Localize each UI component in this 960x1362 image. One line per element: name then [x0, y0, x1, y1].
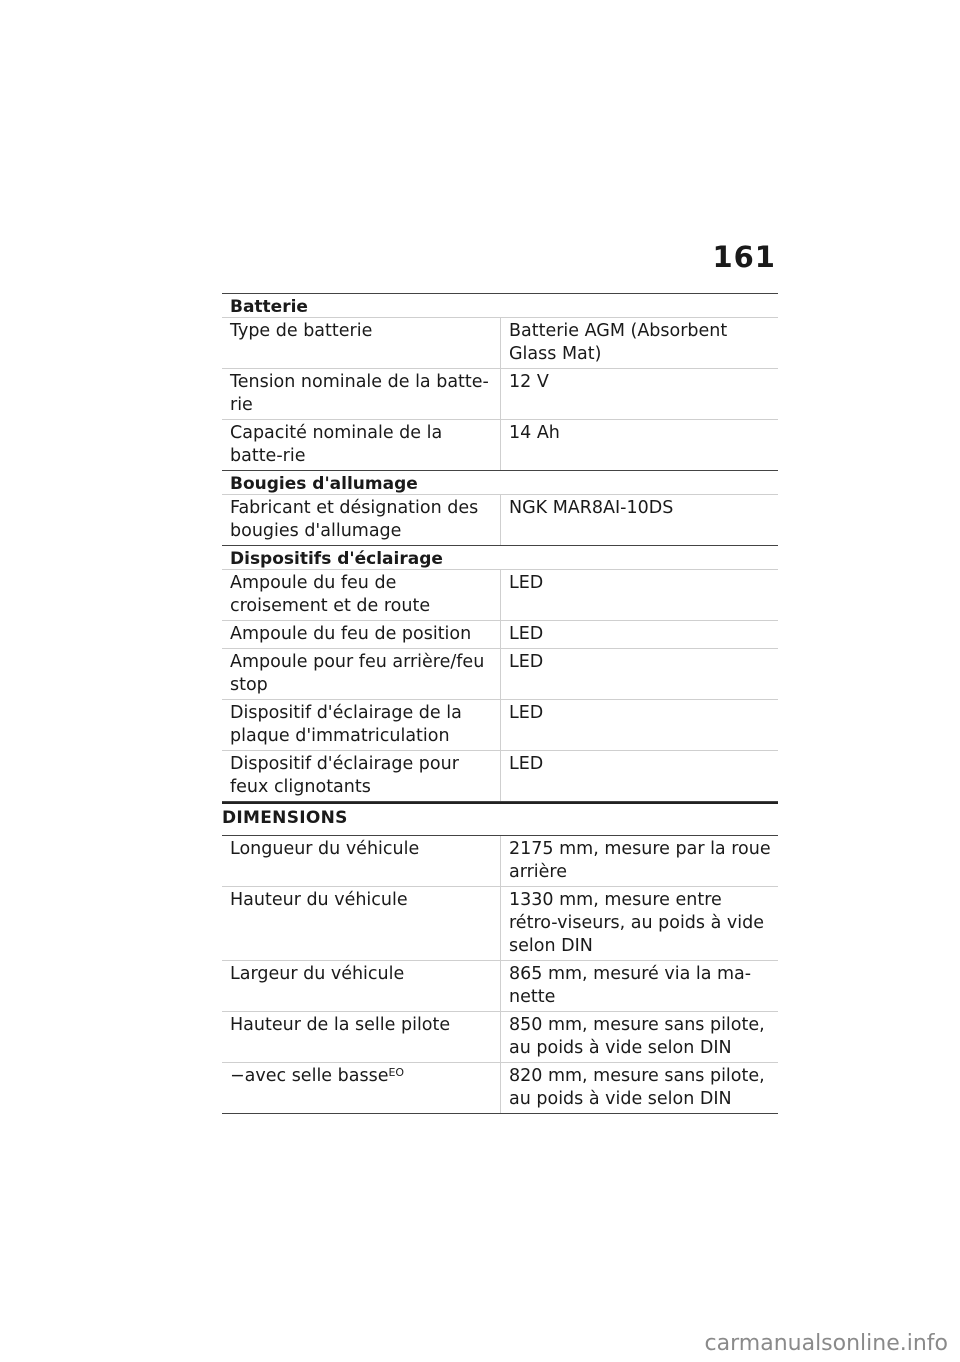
row-label: Hauteur du véhicule	[230, 890, 408, 910]
row-value: LED	[500, 751, 778, 801]
dimensions-table	[222, 835, 778, 1114]
row-label: Ampoule du feu de croisement et de route	[230, 573, 431, 616]
section-heading-spark-plugs: Bougies d'allumage	[222, 470, 778, 494]
row-value: 1330 mm, mesure entre rétro-viseurs, au poids à vide selon DIN	[500, 887, 778, 960]
row-label: Hauteur de la selle pilote	[230, 1015, 451, 1035]
row-label: Fabricant et désignation des bougies d'allumage	[230, 498, 479, 541]
row-value: LED	[500, 700, 778, 750]
row-label: −avec selle basse	[230, 1066, 389, 1086]
row-value: 2175 mm, mesure par la roue arrière	[500, 836, 778, 886]
row-label: Longueur du véhicule	[230, 839, 420, 859]
row-label: Ampoule du feu de position	[230, 624, 472, 644]
row-value: LED	[500, 649, 778, 699]
row-value: 820 mm, mesure sans pilote, au poids à vide selon DIN	[500, 1063, 778, 1113]
row-value: Batterie AGM (Absorbent Glass Mat)	[500, 318, 778, 368]
dimensions-heading: DIMENSIONS	[222, 802, 778, 828]
table-row	[222, 750, 778, 801]
section-heading-lighting: Dispositifs d'éclairage	[222, 545, 778, 569]
row-value: LED	[500, 570, 778, 620]
row-value: 850 mm, mesure sans pilote, au poids à vide selon DIN	[500, 1012, 778, 1062]
section-heading-battery: Batterie	[222, 293, 778, 317]
row-label: Type de batterie	[230, 321, 373, 341]
specs-table	[222, 293, 778, 802]
row-value: LED	[500, 621, 778, 648]
page-number: 161	[712, 240, 776, 274]
table-row	[222, 494, 778, 545]
row-label-with-note	[222, 1063, 500, 1113]
row-label: Tension nominale de la batte-rie	[230, 372, 489, 415]
table-row	[222, 419, 778, 470]
row-value: NGK MAR8AI-10DS	[500, 495, 778, 545]
table-row	[222, 835, 778, 886]
table-row	[222, 886, 778, 960]
table-row	[222, 1011, 778, 1062]
table-row	[222, 960, 778, 1011]
row-label: Dispositif d'éclairage pour feux clignotants	[230, 754, 459, 797]
table-row	[222, 699, 778, 750]
table-row	[222, 648, 778, 699]
row-label: Dispositif d'éclairage de la plaque d'immatriculation	[230, 703, 462, 746]
option-superscript: EO	[388, 1066, 405, 1079]
table-row	[222, 620, 778, 648]
table-row	[222, 368, 778, 419]
row-label: Ampoule pour feu arrière/feu stop	[230, 652, 485, 695]
row-label: Largeur du véhicule	[230, 964, 405, 984]
table-row	[222, 317, 778, 368]
watermark: carmanualsonline.info	[704, 1331, 948, 1356]
row-value: 12 V	[500, 369, 778, 419]
table-row	[222, 569, 778, 620]
row-value: 865 mm, mesuré via la ma-nette	[500, 961, 778, 1011]
row-value: 14 Ah	[500, 420, 778, 470]
table-row	[222, 1062, 778, 1113]
row-label: Capacité nominale de la batte-rie	[230, 423, 443, 466]
table-divider	[222, 1113, 778, 1114]
